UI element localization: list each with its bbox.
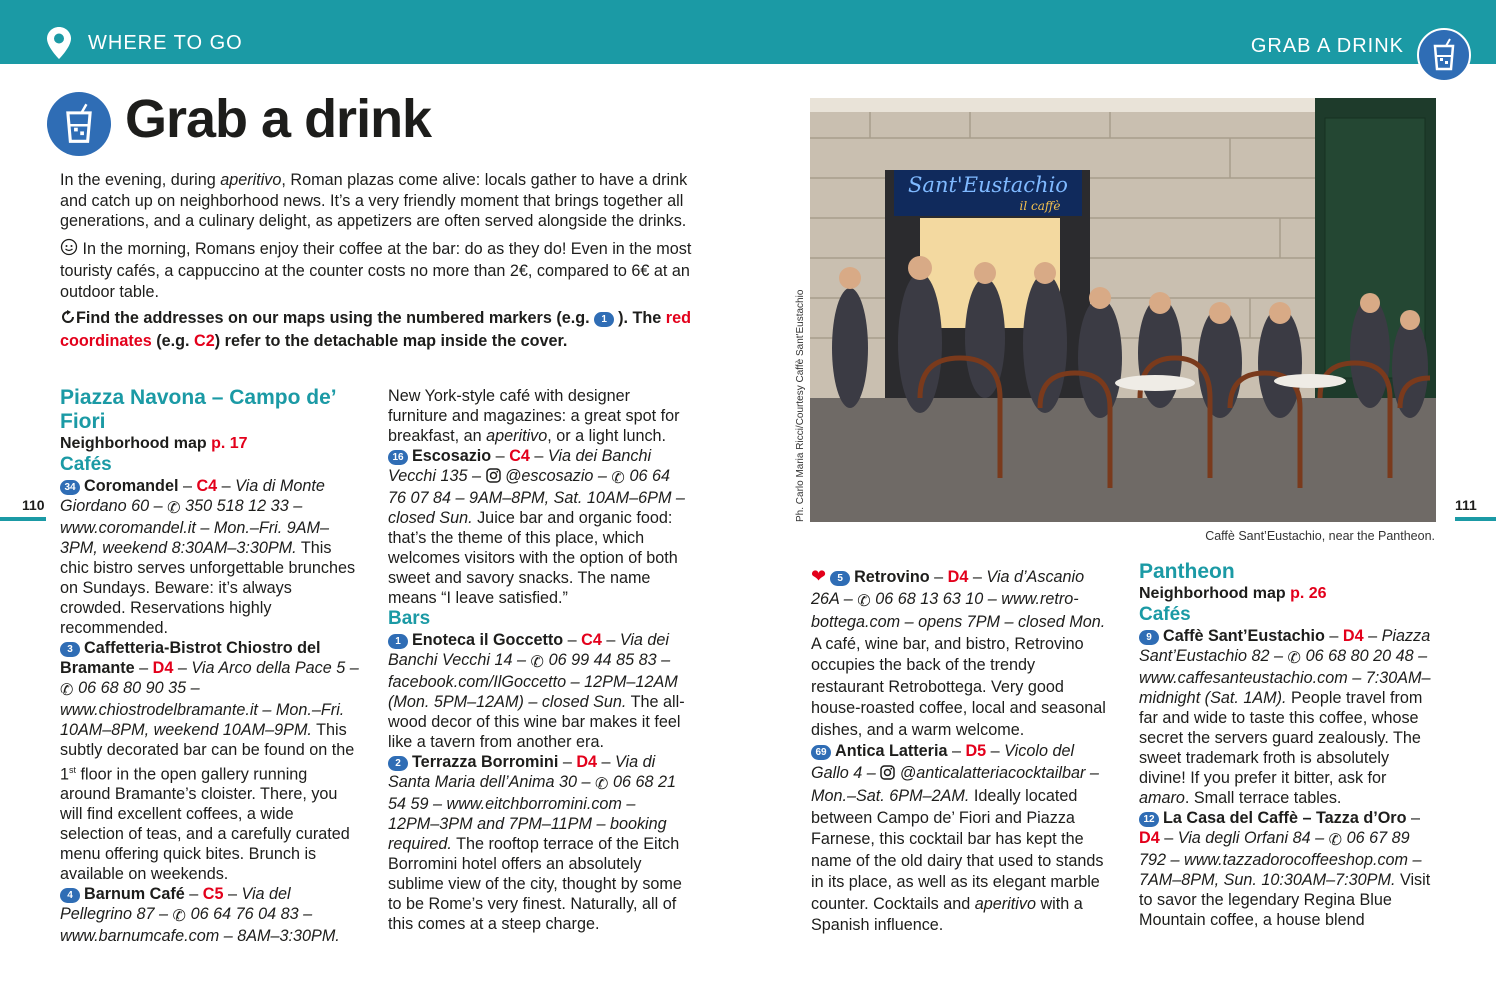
column-2 [388,386,688,934]
instagram-icon [486,468,501,488]
map-note: Find the addresses on our maps using the numbered markers (e.g. 1 ). The red coordinates (e.g. C2) refer to the detachable map inside the cover. [60,309,691,350]
listing-tazza-doro: 12 La Casa del Caffè – Tazza d’Oro – D4 – Via degli Orfani 84 – ✆ 06 67 89 792 – www.tazzadorocoffeeshop.com – 7AM–8PM, Sun. 10:30AM–7:30PM. Visit to savor the legendary Regina Blue Mountain coffee, a house blend [1139,809,1431,929]
page-title: Grab a drink [125,89,432,149]
where-to-go-label: WHERE TO GO [88,31,243,54]
phone-icon: ✆ [530,653,545,671]
page-marker-right [1455,517,1496,521]
tip-paragraph: In the morning, Romans enjoy their coffee at the bar: do as they do! Even in the most touristy cafés, a cappuccino at the counter costs no more than 2€, compared to 6€ at an outdoor table. [60,239,692,301]
drink-glass-icon [1429,38,1459,72]
cafe-photo [810,98,1436,522]
listing-retrovino: ❤ 5 Retrovino – D4 – Via d’Ascanio 26A – ✆ 06 68 13 63 10 – www.retro-bottega.com – opens 7PM – closed Mon. A café, wine bar, and bistro, Retrovino occupies the back of the trendy restaurant Retrobottega. Very good house-roasted coffee, local and seasonal dishes, and a warm welcome. [811,566,1106,739]
map-arrow-icon [60,309,76,331]
phone-icon: ✆ [857,591,871,610]
listing-antica-latteria: 69 Antica Latteria – D5 – Vicolo del Gallo 4 – @anticalatteriacocktailbar – Mon.–Sat. 6PM–2AM. Ideally located between Campo de’ Fiori and Piazza Farnese, this cocktail bar has kept the name of the old dairy that used to stands in its place, as well as its elegant marble counter. Cocktails and aperitivo with a Spanish influence. [811,742,1104,934]
location-pin-icon [46,26,72,60]
listing-barnum-continued: New York-style café with designer furniture and magazines: a great spot for breakfast, an aperitivo, or a light lunch. [388,387,680,445]
column-4 [1139,560,1439,930]
phone-icon: ✆ [1287,649,1302,667]
section-heading-navona: Piazza Navona – Campo de’ Fiori [60,386,336,433]
page-number-right: 111 [1455,497,1477,513]
intro [60,170,700,357]
phone-icon: ✆ [172,907,187,926]
page-marker-left [0,517,46,521]
subheading-bars: Bars [388,608,431,629]
neighborhood-map-ref: Neighborhood map p. 17 [60,435,248,452]
phone-icon: ✆ [60,681,74,699]
photo-caption: Caffè Sant’Eustachio, near the Pantheon. [1205,529,1435,543]
column-1 [60,386,360,946]
instagram-icon [880,765,895,787]
listing-borromini: 2 Terrazza Borromini – D4 – Via di Santa Maria dell’Anima 30 – ✆ 06 68 21 54 59 – www.eitchborromini.com – 12PM–3PM and 7PM–11PM – booking required. The rooftop terrace of the Eitch Borromini hotel offers an absolutely sublime view of the city, thought by some to be Rome’s very finest. Naturally, all of this comes at a steep charge. [388,753,682,933]
section-heading-pantheon: Pantheon [1139,560,1235,583]
subheading-cafes: Cafés [60,454,112,475]
phone-icon: ✆ [611,469,625,487]
listing-chiostro: 3 Caffetteria-Bistrot Chiostro del Bramante – D4 – Via Arco della Pace 5 – ✆ 06 68 80 90 35 – www.chiostrodelbramante.it – Mon.–Fri. 10AM–8PM, weekend 10AM–9PM. This subtly decorated bar can be found on the 1st floor in the open gallery running around Bramante’s cloister. There, you will find excellent coffees, a wide selection of teas, and a carefully curated menu offering quick bites. Brunch is available on weekends. [60,639,359,884]
listing-barnum: 4 Barnum Café – C5 – Via del Pellegrino 87 – ✆ 06 64 76 04 83 – www.barnumcafe.com – 8AM–3:30PM. [60,885,340,946]
smiley-tip-icon [60,238,78,262]
svg-text:il caffè: il caffè [1019,199,1061,213]
neighborhood-map-ref-pantheon: Neighborhood map p. 26 [1139,585,1327,602]
phone-icon: ✆ [167,499,181,517]
listing-escosazio: 16 Escosazio – C4 – Via dei Banchi Vecchi 135 – @escosazio – ✆ 06 64 76 07 84 – 9AM–8PM, Sat. 10AM–6PM – closed Sun. Juice bar and organic food: that’s the theme of this place, which welcomes visitors with the option of both sweet and savory snacks. The name means “I leave satisfied.” [388,447,685,607]
listing-sant-eustachio: 9 Caffè Sant’Eustachio – D4 – Piazza Sant’Eustachio 82 – ✆ 06 68 80 20 48 – www.caffesanteustachio.com – 7:30AM–midnight (Sat. 1AM). People travel from far and wide to taste this coffee, whose secret the servers guard zealously. The sweet trademark froth is absolutely divine! If you prefer it bitter, ask for amaro. Small terrace tables. [1139,627,1431,807]
intro-paragraph: In the evening, during aperitivo, Roman plazas come alive: locals gather to have a drink and catch up on neighborhood news. It’s a very friendly moment that brings together all generations, and a culinary delight, as appetizers are often served alongside the drinks. [60,171,688,230]
section-label-left [46,26,243,60]
listing-goccetto: 1 Enoteca il Goccetto – C4 – Via dei Banchi Vecchi 14 – ✆ 06 99 44 85 83 – facebook.com/IlGoccetto – 12PM–12AM (Mon. 5PM–12AM) – closed Sun. The all-wood decor of this wine bar makes it feel like a tavern from another era. [388,631,685,751]
svg-text:Sant'Eustachio: Sant'Eustachio [908,173,1068,197]
listing-coromandel: 34 Coromandel – C4 – Via di Monte Giordano 60 – ✆ 350 518 12 33 – www.coromandel.it – Mon.–Fri. 9AM–3PM, weekend 8:30AM–3:30PM. This chic bistro serves unforgettable brunches on Sundays. Beware: it’s always crowded. Reservations highly recommended. [60,477,356,637]
title-drink-badge [47,92,111,156]
drink-glass-icon [60,103,98,145]
drink-badge [1417,28,1471,82]
column-3 [811,566,1111,937]
heart-favorite-icon: ❤ [811,566,827,586]
phone-icon: ✆ [594,775,609,793]
photo-credit: Ph. Carlo Maria Ricci/Courtesy Caffè Sant'Eustachio [795,289,806,522]
phone-icon: ✆ [1328,831,1343,849]
subheading-cafes-pantheon: Cafés [1139,604,1191,625]
cafe-photo-illustration [810,98,1436,522]
grab-a-drink-label: GRAB A DRINK [1250,35,1404,57]
page-number-left: 110 [22,497,45,513]
